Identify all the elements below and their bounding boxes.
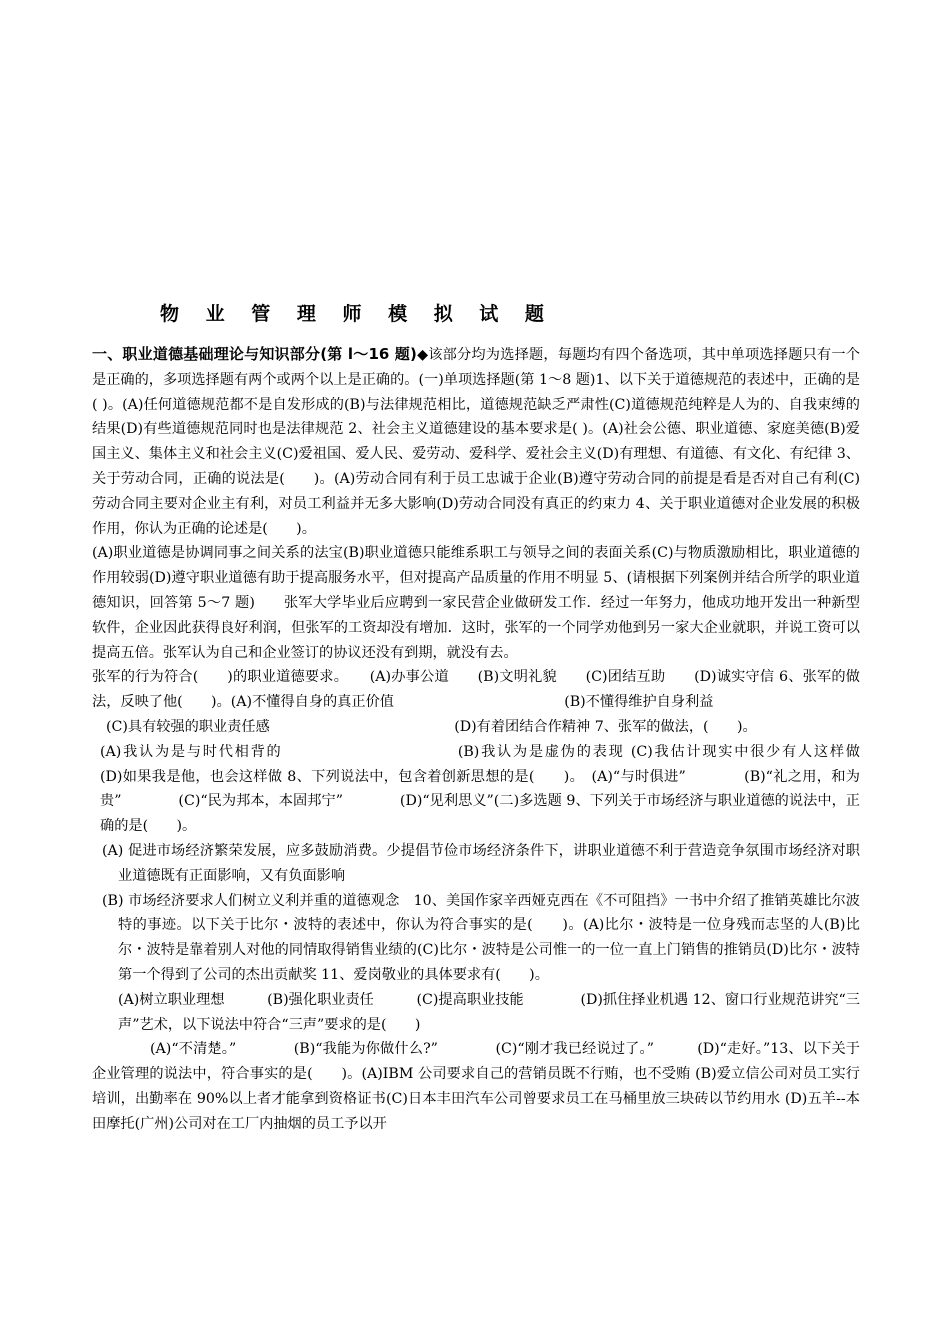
paragraph-question-12-13: (A)“不清楚。” (B)“我能为你做什么?” (C)“刚才我已经说过了。” (D)“走好。”13、以下关于企业管理的说法中，符合事实的是( )。(A)IBM 公司要求自己的营销员既不行贿，也不受贿 (B)爱立信公司对员工实行培训，出勤率在 90%以上者才能拿到资格证书(C)日本丰田汽车公司曾要求员工在马桶里放三块砖以节约用水 (D)五羊--本田摩托(广州)公司对在工厂内抽烟的员工予以开: [92, 1041, 860, 1132]
paragraph-question-11-12: (A)树立职业理想 (B)强化职业责任 (C)提高职业技能 (D)抓住择业机遇 12、窗口行业规范讲究“三声”艺术，以下说法中符合“三声”要求的是( ): [118, 991, 860, 1033]
paragraph-question-5-6: 张军的行为符合( )的职业道德要求。 (A)办事公道 (B)文明礼貌 (C)团结互助 (D)诚实守信 6、张军的做法，反映了他( )。(A)不懂得自身的真正价值 (B)不懂得维护自身利益: [92, 669, 860, 711]
section-heading: 一、职业道德基础理论与知识部分(第 l～16 题): [92, 345, 417, 363]
paragraph-question-9-option-b: (B) 市场经济要求人们树立义利并重的道德观念 10、美国作家辛西娅克西在《不可阻挡》一书中介绍了推销英雄比尔波特的事迹。以下关于比尔・波特的表述中，你认为符合事实的是( )。(A)比尔・波特是一位身残而志坚的人(B)比尔・波特是靠着别人对他的同情取得销售业绩的(C)比尔・波特是公司惟一的一位一直上门销售的推销员(D)比尔・波特第一个得到了公司的杰出贡献奖 11、爱岗敬业的具体要求有( )。: [102, 892, 860, 983]
document-title: 物 业 管 理 师 模 拟 试 题: [160, 303, 554, 325]
paragraph-question-6-options: (C)具有较强的职业责任感 (D)有着团结合作精神 7、张军的做法，( )。: [106, 718, 757, 735]
paragraph-intro: [92, 342, 860, 541]
paragraph-question-4-options: (A)职业道德是协调同事之间关系的法宝(B)职业道德只能维系职工与领导之间的表面关系(C)与物质激励相比，职业道德的作用较弱(D)遵守职业道德有助于提高服务水平，但对提高产品质量的作用不明显 5、(请根据下列案例并结合所学的职业道德知识，回答第 5～7 题) 张军大学毕业后应聘到一家民营企业做研发工作．经过一年努力，他成功地开发出一种新型软件，企业因此获得良好利润，但张军的工资却没有增加．这时，张军的一个同学劝他到另一家大企业就职，并说工资可以提高五倍。张军认为自己和企业签订的协议还没有到期，就没有去。: [92, 545, 860, 661]
paragraph-question-7-9: (A)我认为是与时代相背的 (B)我认为是虚伪的表现 (C)我估计现实中很少有人这样做 (D)如果我是他，也会这样做 8、下列说法中，包含着创新思想的是( )。 (A)“与时俱进” (B)“礼之用，和为贵” (C)“民为邦本，本固邦宁” (D)“见利思义”(二)多选题 9、下列关于市场经济与职业道德的说法中，正确的是( )。: [100, 743, 931, 835]
paragraph-question-9-option-a: (A) 促进市场经济繁荣发展，应多鼓励消费。少提倡节俭市场经济条件下，讲职业道德不利于营造竞争氛围市场经济对职业道德既有正面影响，又有负面影响: [102, 842, 860, 884]
document-page: [92, 298, 931, 1137]
intro-text: ◆该部分均为选择题，每题均有四个备选项，其中单项选择题只有一个是正确的，多项选择题有两个或两个以上是正确的。(一)单项选择题(第 1～8 题)1、以下关于道德规范的表述中，正确的是( )。(A)任何道德规范都不是自发形成的(B)与法律规范相比，道德规范缺乏严肃性(C)道德规范纯粹是人为的、自我束缚的结果(D)有些道德规范同时也是法律规范 2、社会主义道德建设的基本要求是( )。(A)社会公德、职业道德、家庭美德(B)爱国主义、集体主义和社会主义(C)爱祖国、爱人民、爱劳动、爱科学、爱社会主义(D)有理想、有道德、有文化、有纪律 3、关于劳动合同，正确的说法是( )。(A)劳动合同有利于员工忠诚于企业(B)遵守劳动合同的前提是看是否对自己有利(C)劳动合同主要对企业主有利，对员工利益并无多大影响(D)劳动合同没有真正的约束力 4、关于职业道德对企业发展的积极作用，你认为正确的论述是( )。: [92, 347, 860, 537]
